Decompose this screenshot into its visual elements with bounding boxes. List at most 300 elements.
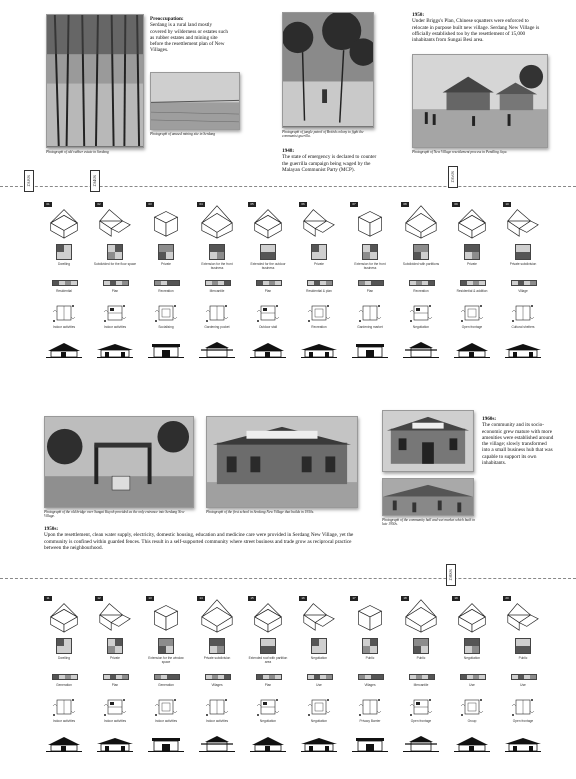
strip-cell bbox=[275, 281, 281, 285]
swatch-cell bbox=[465, 639, 472, 646]
isometric-house-diagram bbox=[248, 596, 288, 634]
swatch-cell bbox=[57, 245, 64, 252]
activity-label: Negotiation bbox=[310, 719, 328, 723]
house-elevation-silhouette bbox=[505, 736, 541, 752]
swatch-cell bbox=[115, 646, 122, 653]
activity-plan-diagram bbox=[307, 696, 331, 718]
row2-typology-column bbox=[95, 596, 135, 766]
space-use-label: Extension for the window space bbox=[148, 656, 184, 664]
row2-typology-column bbox=[503, 596, 543, 766]
space-use-label: Private bbox=[314, 262, 324, 266]
year-1948-body: The state of emergency is declared to counter the guerrilla campaign being waged by the Malayan Communist Party (MCP). bbox=[282, 154, 377, 173]
swatch-cell bbox=[166, 639, 173, 646]
swatch-cell bbox=[516, 252, 523, 259]
strip-cell bbox=[479, 675, 485, 679]
diagram-number-tag: 17 bbox=[350, 596, 358, 601]
activity-plan-diagram bbox=[460, 302, 484, 324]
timeline-1950s-line bbox=[0, 186, 576, 187]
timeline-tick-1940s: 1940s bbox=[90, 170, 100, 192]
year-1948-heading: 1948: bbox=[282, 148, 295, 154]
isometric-house-diagram bbox=[503, 596, 543, 634]
swatch-cell bbox=[64, 646, 71, 653]
isometric-house-diagram bbox=[44, 596, 84, 634]
house-elevation-silhouette bbox=[301, 342, 337, 358]
timeline-tick-1960s: 1960s bbox=[446, 564, 456, 586]
program-label: Use bbox=[316, 683, 322, 687]
activity-plan-diagram bbox=[511, 696, 535, 718]
space-use-swatch bbox=[464, 244, 480, 260]
space-use-swatch bbox=[56, 244, 72, 260]
swatch-cell bbox=[261, 252, 268, 259]
mining-site-photo bbox=[150, 72, 240, 130]
program-strip bbox=[409, 280, 435, 286]
swatch-cell bbox=[210, 639, 217, 646]
program-label: Generation bbox=[158, 683, 174, 687]
swatch-cell bbox=[64, 252, 71, 259]
program-label: Residential bbox=[56, 289, 72, 293]
isometric-house-diagram bbox=[299, 202, 339, 240]
program-strip bbox=[358, 280, 384, 286]
caption-community-hall: Photograph of the community hall and wet market which built in late 1950s. bbox=[382, 518, 476, 527]
activity-plan-diagram bbox=[103, 696, 127, 718]
swatch-cell bbox=[370, 245, 377, 252]
swatch-cell bbox=[57, 639, 64, 646]
jungle-patrol-photo bbox=[282, 12, 374, 128]
activity-plan-diagram bbox=[52, 696, 76, 718]
year-1948-text bbox=[282, 148, 382, 173]
house-elevation-silhouette bbox=[46, 342, 82, 358]
house-elevation-silhouette bbox=[403, 736, 439, 752]
program-strip bbox=[256, 674, 282, 680]
program-label: Residential & addition bbox=[456, 289, 488, 293]
activity-plan-diagram bbox=[205, 302, 229, 324]
program-strip bbox=[307, 280, 333, 286]
program-label: Plan bbox=[111, 289, 119, 293]
program-strip bbox=[460, 280, 486, 286]
swatch-cell bbox=[261, 245, 268, 252]
isometric-house-diagram bbox=[146, 202, 186, 240]
activity-label: Open frontage bbox=[512, 719, 534, 723]
diagram-number-tag: 16 bbox=[299, 596, 307, 601]
program-strip bbox=[154, 674, 180, 680]
activity-plan-diagram bbox=[154, 302, 178, 324]
swatch-cell bbox=[210, 252, 217, 259]
swatch-cell bbox=[312, 646, 319, 653]
diagram-number-tag: 14 bbox=[197, 596, 205, 601]
program-strip bbox=[205, 674, 231, 680]
row2-typology-column bbox=[146, 596, 186, 766]
diagram-number-tag: 10 bbox=[503, 202, 511, 207]
activity-label: Group bbox=[467, 719, 477, 723]
swatch-cell bbox=[414, 646, 421, 653]
program-label: Plan bbox=[264, 289, 272, 293]
house-elevation-silhouette bbox=[148, 736, 184, 752]
caption-resettlement: Photograph of New Village resettlement process in Pendling Jaya. bbox=[412, 150, 508, 154]
strip-cell bbox=[326, 281, 332, 285]
first-school-photo bbox=[206, 416, 358, 508]
swatch-cell bbox=[64, 245, 71, 252]
activity-plan-diagram bbox=[103, 302, 127, 324]
house-typology-row-1 bbox=[0, 202, 576, 372]
house-elevation-silhouette bbox=[352, 342, 388, 358]
diagram-number-tag: 13 bbox=[146, 596, 154, 601]
year-1950s-body: Upon the resettlement, clean water supply, electricity, domestic housing, education and medicine care were provided in Serdang New Village, yet the community is confined within guarded fences. This result in a self-supported community where street business and trade grow as reciprocal practice between the neighbourhood. bbox=[44, 532, 354, 551]
swatch-cell bbox=[268, 639, 275, 646]
space-use-label: Subdivided for the floor space bbox=[93, 262, 137, 266]
swatch-cell bbox=[115, 252, 122, 259]
isometric-house-diagram bbox=[401, 202, 441, 240]
program-label: Mercantile bbox=[413, 683, 429, 687]
program-strip bbox=[103, 674, 129, 680]
strip-cell bbox=[71, 281, 77, 285]
strip-cell bbox=[173, 281, 179, 285]
diagram-number-tag: 01 bbox=[44, 202, 52, 207]
activity-label: Indoor activities bbox=[103, 719, 127, 723]
diagram-number-tag: 18 bbox=[401, 596, 409, 601]
swatch-cell bbox=[421, 252, 428, 259]
year-1950-heading: 1950: bbox=[412, 12, 425, 18]
space-use-label: Private subdivision bbox=[203, 656, 231, 660]
house-elevation-silhouette bbox=[97, 736, 133, 752]
program-label: Residential & plan bbox=[306, 289, 332, 293]
activity-plan-diagram bbox=[256, 696, 280, 718]
house-elevation-silhouette bbox=[454, 736, 490, 752]
house-elevation-silhouette bbox=[250, 342, 286, 358]
program-label: Plan bbox=[366, 289, 374, 293]
space-use-swatch bbox=[515, 244, 531, 260]
preoccupation-body: Serdang is a rural land mostly covered by wilderness or estates such as rubber estates and mining site before the resettlement plan of New Villages. bbox=[150, 22, 228, 54]
space-use-swatch bbox=[362, 638, 378, 654]
swatch-cell bbox=[108, 252, 115, 259]
space-use-label: Dwelling bbox=[57, 262, 71, 266]
row1-typology-column bbox=[401, 202, 441, 372]
swatch-cell bbox=[57, 646, 64, 653]
swatch-cell bbox=[414, 245, 421, 252]
swatch-cell bbox=[523, 646, 530, 653]
space-use-swatch bbox=[56, 638, 72, 654]
strip-cell bbox=[224, 281, 230, 285]
activity-plan-diagram bbox=[205, 696, 229, 718]
program-strip bbox=[307, 674, 333, 680]
swatch-cell bbox=[261, 646, 268, 653]
activity-label: Privacy Barrier bbox=[359, 719, 381, 723]
space-use-swatch bbox=[158, 638, 174, 654]
wet-market-photo bbox=[382, 478, 474, 516]
swatch-cell bbox=[312, 252, 319, 259]
swatch-cell bbox=[319, 639, 326, 646]
swatch-cell bbox=[217, 639, 224, 646]
space-use-swatch bbox=[209, 638, 225, 654]
program-label: Mercantile bbox=[209, 289, 225, 293]
space-use-swatch bbox=[158, 244, 174, 260]
swatch-cell bbox=[465, 252, 472, 259]
swatch-cell bbox=[108, 245, 115, 252]
caption-jungle-patrol: Photograph of jungle patrol of British colony to fight the communist guerilla. bbox=[282, 130, 364, 139]
space-use-swatch bbox=[362, 244, 378, 260]
swatch-cell bbox=[523, 252, 530, 259]
activity-label: Indoor activities bbox=[103, 325, 127, 329]
preoccupation-text bbox=[150, 16, 228, 54]
swatch-cell bbox=[363, 639, 370, 646]
row2-typology-column bbox=[350, 596, 390, 766]
swatch-cell bbox=[472, 252, 479, 259]
house-elevation-silhouette bbox=[97, 342, 133, 358]
space-use-label: Private bbox=[110, 656, 120, 660]
swatch-cell bbox=[159, 245, 166, 252]
space-use-label: Subdivided with partitions bbox=[402, 262, 440, 266]
activity-label: Indoor activities bbox=[52, 719, 76, 723]
house-elevation-silhouette bbox=[250, 736, 286, 752]
space-use-label: Extension for the front business bbox=[201, 262, 233, 270]
community-hall-photo bbox=[382, 410, 474, 472]
strip-cell bbox=[173, 675, 179, 679]
activity-plan-diagram bbox=[409, 302, 433, 324]
space-use-swatch bbox=[413, 244, 429, 260]
program-label: Recreation bbox=[413, 289, 429, 293]
year-1960s-heading: 1960s: bbox=[482, 416, 497, 422]
swatch-cell bbox=[268, 252, 275, 259]
swatch-cell bbox=[472, 639, 479, 646]
activity-label: Negotiation bbox=[412, 325, 430, 329]
activity-plan-diagram bbox=[409, 696, 433, 718]
program-strip bbox=[154, 280, 180, 286]
strip-cell bbox=[122, 281, 128, 285]
isometric-house-diagram bbox=[350, 202, 390, 240]
swatch-cell bbox=[370, 252, 377, 259]
space-use-label: Extension for the front business bbox=[354, 262, 386, 270]
space-use-label: Negotiation bbox=[310, 656, 328, 660]
house-elevation-silhouette bbox=[454, 342, 490, 358]
swatch-cell bbox=[312, 639, 319, 646]
strip-cell bbox=[326, 675, 332, 679]
swatch-cell bbox=[370, 639, 377, 646]
isometric-house-diagram bbox=[401, 596, 441, 634]
caption-old-bridge: Photograph of the old bridge over Sungai Kuyoh provided as the only entrance into Serdang New Village. bbox=[44, 510, 185, 519]
program-label: Use bbox=[520, 683, 526, 687]
program-label: Recreation bbox=[158, 289, 174, 293]
space-use-swatch bbox=[260, 244, 276, 260]
row2-typology-column bbox=[452, 596, 492, 766]
swatch-cell bbox=[159, 252, 166, 259]
swatch-cell bbox=[261, 639, 268, 646]
swatch-cell bbox=[414, 639, 421, 646]
diagram-number-tag: 15 bbox=[248, 596, 256, 601]
swatch-cell bbox=[370, 646, 377, 653]
swatch-cell bbox=[217, 252, 224, 259]
isometric-house-diagram bbox=[95, 202, 135, 240]
program-label: Village bbox=[518, 289, 528, 293]
row1-typology-column bbox=[350, 202, 390, 372]
row2-typology-column bbox=[248, 596, 288, 766]
diagram-number-tag: 06 bbox=[299, 202, 307, 207]
row2-typology-column bbox=[44, 596, 84, 766]
swatch-cell bbox=[166, 252, 173, 259]
diagram-number-tag: 12 bbox=[95, 596, 103, 601]
timeline-1960s-line bbox=[0, 578, 576, 579]
isometric-house-diagram bbox=[95, 596, 135, 634]
swatch-cell bbox=[210, 245, 217, 252]
rubber-estate-photo bbox=[46, 14, 144, 148]
activity-label: Indoor activities bbox=[52, 325, 76, 329]
swatch-cell bbox=[319, 646, 326, 653]
activity-label: Open frontage bbox=[461, 325, 483, 329]
swatch-cell bbox=[166, 646, 173, 653]
space-use-swatch bbox=[107, 638, 123, 654]
strip-cell bbox=[530, 281, 536, 285]
program-label: Villages bbox=[211, 683, 223, 687]
swatch-cell bbox=[64, 639, 71, 646]
row1-typology-column bbox=[503, 202, 543, 372]
diagram-number-tag: 09 bbox=[452, 202, 460, 207]
year-1950-text bbox=[412, 12, 546, 43]
isometric-house-diagram bbox=[197, 596, 237, 634]
activity-plan-diagram bbox=[307, 302, 331, 324]
space-use-label: Extended roof with partition area bbox=[248, 656, 288, 664]
year-1950s-text bbox=[44, 526, 364, 551]
house-elevation-silhouette bbox=[46, 736, 82, 752]
house-typology-row-2 bbox=[0, 596, 576, 772]
activity-plan-diagram bbox=[460, 696, 484, 718]
house-elevation-silhouette bbox=[301, 736, 337, 752]
swatch-cell bbox=[421, 646, 428, 653]
program-strip bbox=[358, 674, 384, 680]
activity-label: Socialising bbox=[158, 325, 174, 329]
space-use-swatch bbox=[413, 638, 429, 654]
isometric-house-diagram bbox=[452, 202, 492, 240]
swatch-cell bbox=[363, 646, 370, 653]
row1-typology-column bbox=[299, 202, 339, 372]
program-strip bbox=[511, 280, 537, 286]
isometric-house-diagram bbox=[197, 202, 237, 240]
space-use-swatch bbox=[464, 638, 480, 654]
swatch-cell bbox=[268, 646, 275, 653]
space-use-label: Dwelling bbox=[57, 656, 71, 660]
swatch-cell bbox=[108, 646, 115, 653]
house-elevation-silhouette bbox=[199, 736, 235, 752]
activity-plan-diagram bbox=[52, 302, 76, 324]
activity-label: Indoor activities bbox=[205, 719, 229, 723]
isometric-house-diagram bbox=[146, 596, 186, 634]
swatch-cell bbox=[57, 252, 64, 259]
row2-typology-column bbox=[197, 596, 237, 766]
program-strip bbox=[460, 674, 486, 680]
year-1960s-text bbox=[482, 416, 554, 466]
row1-typology-column bbox=[95, 202, 135, 372]
isometric-house-diagram bbox=[299, 596, 339, 634]
strip-cell bbox=[71, 675, 77, 679]
row2-typology-column bbox=[299, 596, 339, 766]
row2-typology-column bbox=[401, 596, 441, 766]
space-use-swatch bbox=[311, 638, 327, 654]
swatch-cell bbox=[268, 245, 275, 252]
space-use-label: Negotiation bbox=[463, 656, 481, 660]
swatch-cell bbox=[319, 245, 326, 252]
isometric-house-diagram bbox=[452, 596, 492, 634]
activity-label: Open frontage bbox=[410, 719, 432, 723]
isometric-house-diagram bbox=[248, 202, 288, 240]
diagram-number-tag: 20 bbox=[503, 596, 511, 601]
diagram-number-tag: 03 bbox=[146, 202, 154, 207]
strip-cell bbox=[122, 675, 128, 679]
program-strip bbox=[256, 280, 282, 286]
space-use-label: Public bbox=[365, 656, 375, 660]
swatch-cell bbox=[516, 646, 523, 653]
diagram-number-tag: 04 bbox=[197, 202, 205, 207]
house-elevation-silhouette bbox=[352, 736, 388, 752]
row1-typology-column bbox=[146, 202, 186, 372]
swatch-cell bbox=[217, 646, 224, 653]
program-strip bbox=[205, 280, 231, 286]
program-label: Use bbox=[469, 683, 475, 687]
isometric-house-diagram bbox=[503, 202, 543, 240]
row1-typology-column bbox=[452, 202, 492, 372]
program-strip bbox=[103, 280, 129, 286]
space-use-swatch bbox=[107, 244, 123, 260]
space-use-swatch bbox=[260, 638, 276, 654]
swatch-cell bbox=[166, 245, 173, 252]
year-1960s-body: The community and its socio-economic grew mature with more amenities were established around the village; slowly transformed into a small business hub that was capable to support its own inhabitants. bbox=[482, 422, 554, 467]
activity-label: Recreation bbox=[311, 325, 327, 329]
activity-label: Outdoor stall bbox=[258, 325, 278, 329]
space-use-label: Private subdivision bbox=[509, 262, 537, 266]
swatch-cell bbox=[472, 646, 479, 653]
program-strip bbox=[511, 674, 537, 680]
swatch-cell bbox=[414, 252, 421, 259]
swatch-cell bbox=[312, 245, 319, 252]
space-use-swatch bbox=[515, 638, 531, 654]
swatch-cell bbox=[159, 639, 166, 646]
swatch-cell bbox=[516, 639, 523, 646]
program-label: Plan bbox=[264, 683, 272, 687]
strip-cell bbox=[224, 675, 230, 679]
activity-plan-diagram bbox=[154, 696, 178, 718]
program-label: Generation bbox=[56, 683, 72, 687]
activity-label: Gardening market bbox=[357, 325, 383, 329]
house-elevation-silhouette bbox=[403, 342, 439, 358]
activity-label: Negotiation bbox=[259, 719, 277, 723]
space-use-label: Private bbox=[467, 262, 477, 266]
strip-cell bbox=[377, 675, 383, 679]
diagram-number-tag: 08 bbox=[401, 202, 409, 207]
swatch-cell bbox=[108, 639, 115, 646]
house-elevation-silhouette bbox=[199, 342, 235, 358]
program-strip bbox=[52, 280, 78, 286]
program-label: Villages bbox=[364, 683, 376, 687]
resettlement-photo bbox=[412, 54, 548, 148]
swatch-cell bbox=[523, 245, 530, 252]
strip-cell bbox=[428, 281, 434, 285]
swatch-cell bbox=[421, 639, 428, 646]
row1-typology-column bbox=[248, 202, 288, 372]
swatch-cell bbox=[363, 252, 370, 259]
space-use-label: Extended for the outdoor business bbox=[250, 262, 286, 270]
old-bridge-photo bbox=[44, 416, 194, 508]
diagram-number-tag: 05 bbox=[248, 202, 256, 207]
activity-label: Cultural shelters bbox=[511, 325, 535, 329]
year-1950s-heading: 1950s: bbox=[44, 526, 59, 532]
swatch-cell bbox=[115, 245, 122, 252]
activity-plan-diagram bbox=[511, 302, 535, 324]
swatch-cell bbox=[319, 252, 326, 259]
strip-cell bbox=[275, 675, 281, 679]
swatch-cell bbox=[421, 245, 428, 252]
space-use-swatch bbox=[311, 244, 327, 260]
activity-label: Indoor activities bbox=[154, 719, 178, 723]
diagram-number-tag: 11 bbox=[44, 596, 52, 601]
strip-cell bbox=[377, 281, 383, 285]
activity-plan-diagram bbox=[256, 302, 280, 324]
space-use-swatch bbox=[209, 244, 225, 260]
